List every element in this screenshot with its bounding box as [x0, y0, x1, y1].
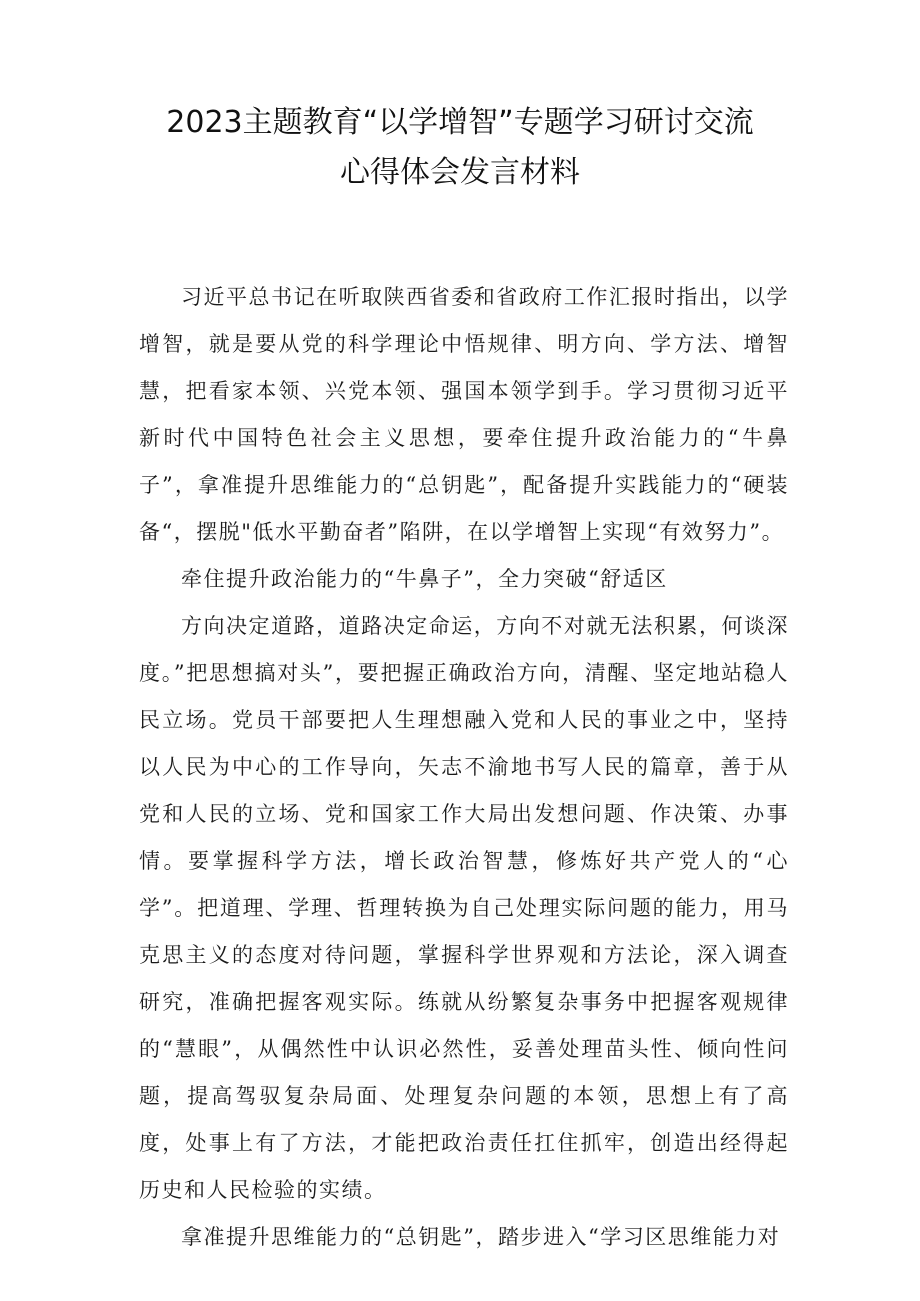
section-heading-thinking: 拿准提升思维能力的“总钥匙”，踏步进入“学习区思维能力对 — [181, 1225, 781, 1249]
section-heading-political: 牵住提升政治能力的“牛鼻子”，全力突破“舒适区 — [181, 567, 668, 591]
document-title-line-1: 2023主题教育“以学增智”专题学习研讨交流 — [166, 105, 754, 140]
paragraph-direction: 方向决定道路，道路决定命运，方向不对就无法积累，何谈深度。”把思想搞对头”，要把握正确政治方向，清醒、坚定地站稳人民立场。党员干部要把人生理想融入党和人民的事业之中，坚持以人民为中心的工作导向，矢志不渝地书写人民的篇章，善于从党和人民的立场、党和国家工作大局出发想问题、作决策、办事情。要掌握科学方法，增长政治智慧，修炼好共产党人的“心学”。把道理、学理、哲理转换为自己处理实际问题的能力，用马克思主义的态度对待问题，掌握科学世界观和方法论，深入调查研究，准确把握客观实际。练就从纷繁复杂事务中把握客观规律的“慧眼”，从偶然性中认识必然性，妥善处理苗头性、倾向性问题，提高驾驭复杂局面、处理复杂问题的本领，思想上有了高度，处事上有了方法，才能把政治责任扛住抓牢，创造出经得起历史和人民检验的实绩。 — [139, 614, 789, 1202]
document-title-line-2: 心得体会发言材料 — [340, 155, 580, 190]
document-body — [139, 274, 789, 1261]
paragraph-intro: 习近平总书记在听取陕西省委和省政府工作汇报时指出，以学增智，就是要从党的科学理论中悟规律、明方向、学方法、增智慧，把看家本领、兴党本领、强国本领学到手。学习贯彻习近平新时代中国特色社会主义思想，要牵住提升政治能力的“牛鼻子”，拿准提升思维能力的“总钥匙”，配备提升实践能力的“硬装备“，摆脱"低水平勤奋者”陷阱，在以学增智上实现“有效努力”。 — [139, 285, 789, 544]
